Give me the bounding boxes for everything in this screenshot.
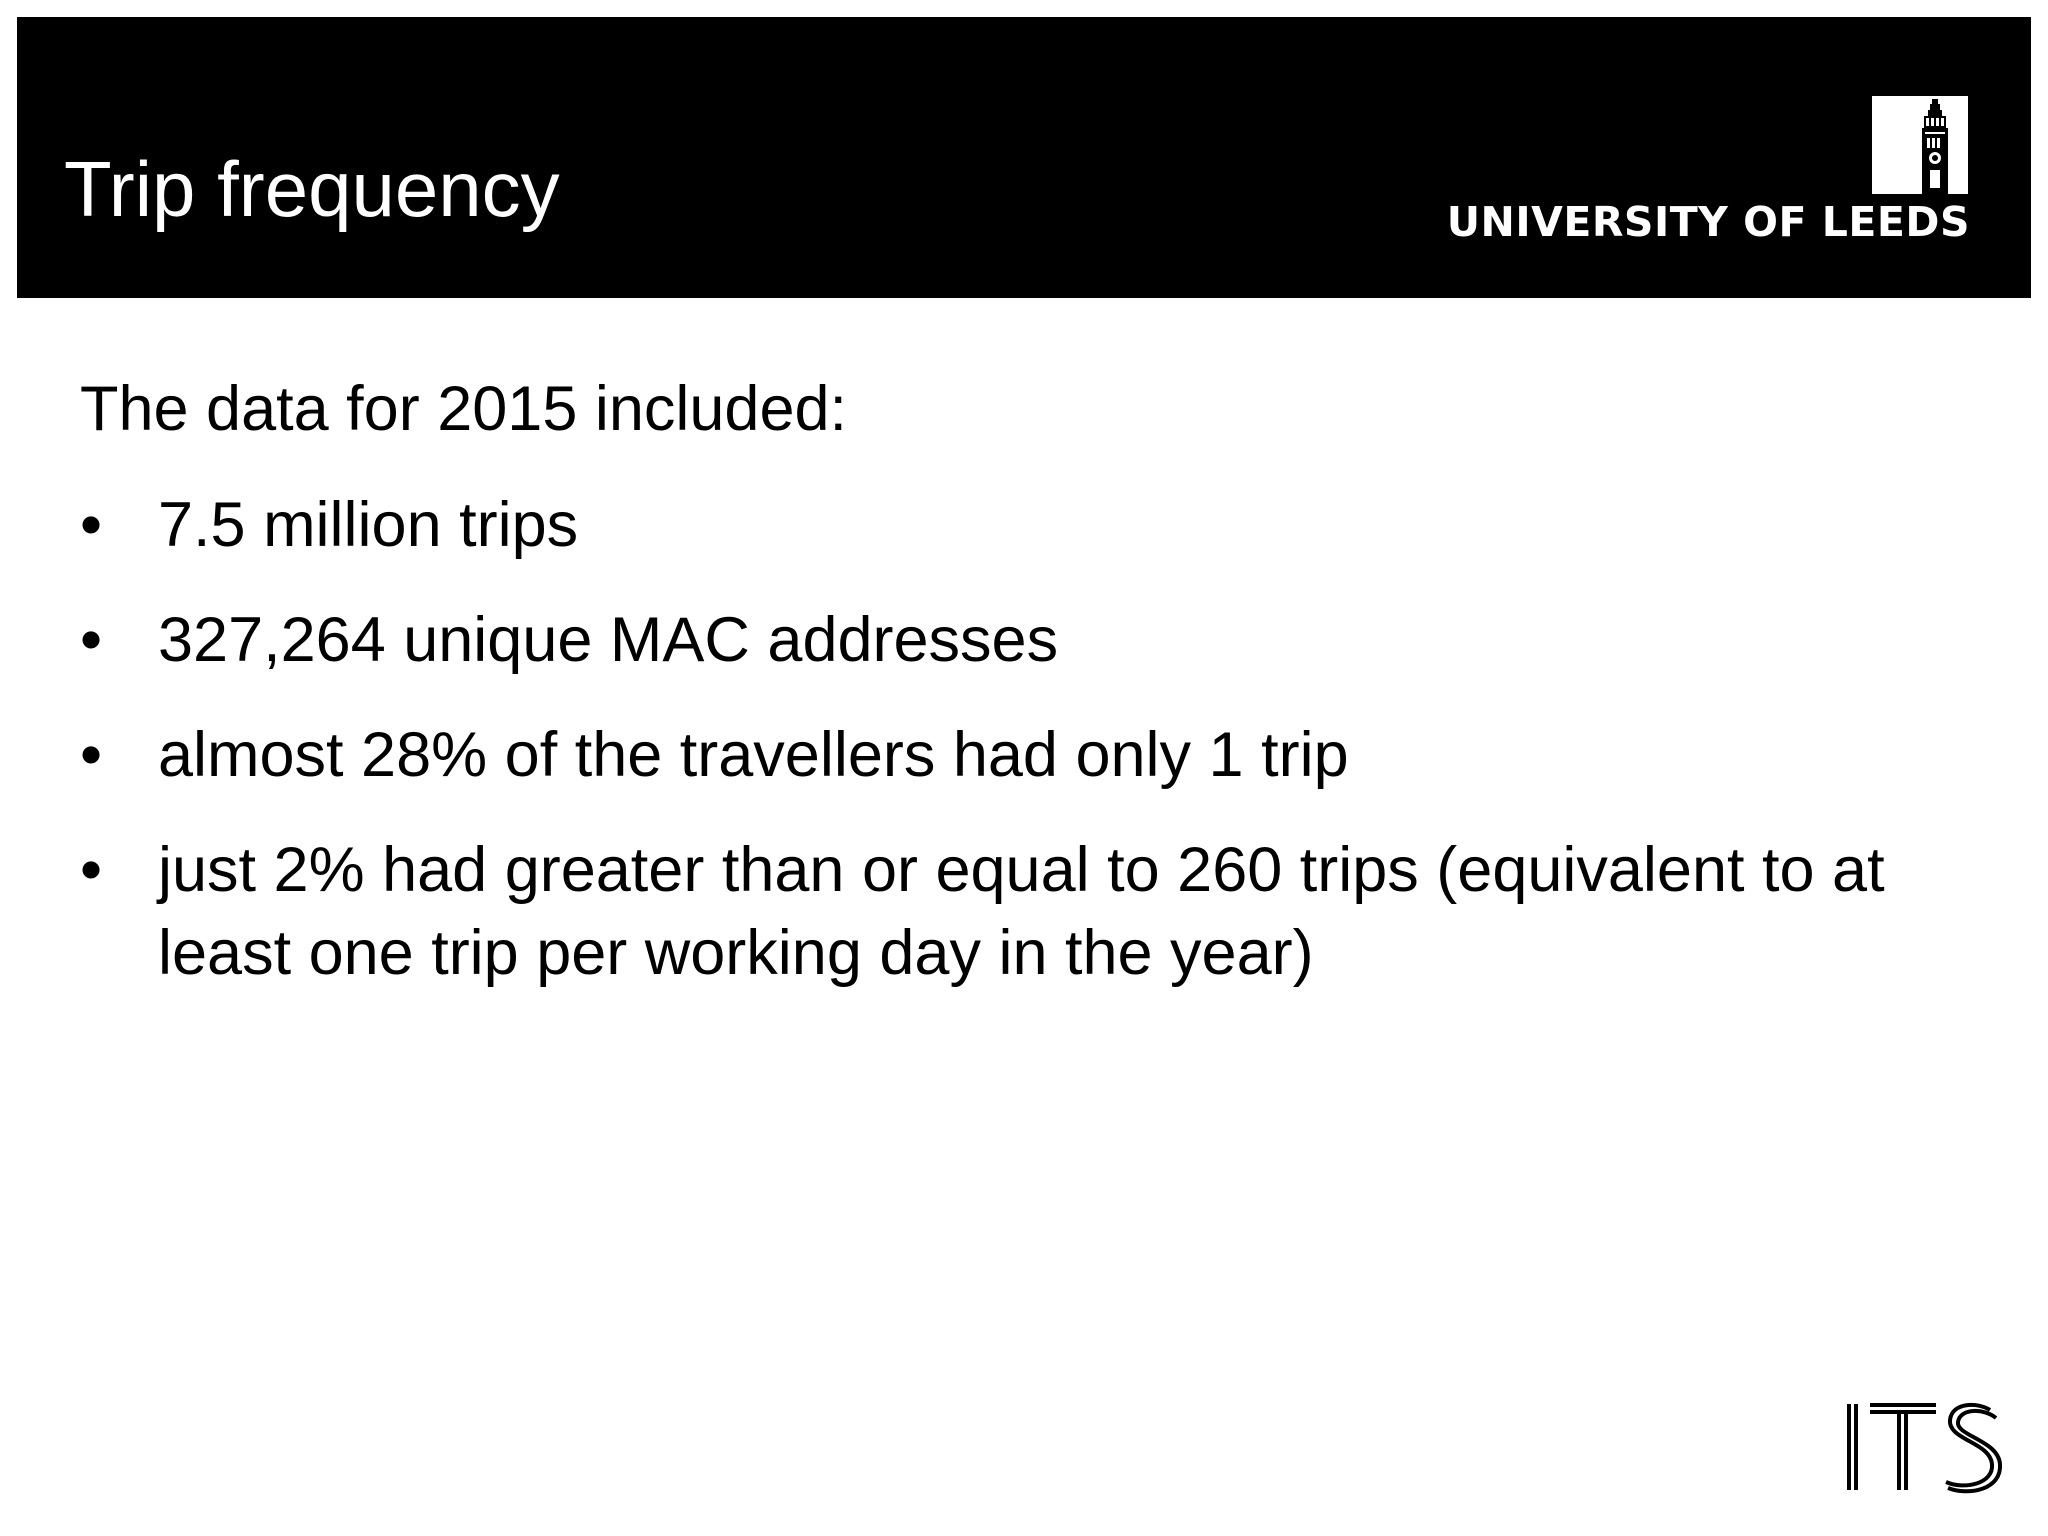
bullet-icon: • [80,835,103,906]
list-item-text: 327,264 unique MAC addresses [158,605,1059,676]
its-logo-mark [1849,1404,2000,1491]
intro-text: The data for 2015 included: [80,374,848,444]
university-logo [1440,80,1980,260]
its-logo [1840,1398,2010,1494]
slide-title: Trip frequency [64,145,560,233]
university-name: UNIVERSITY OF LEEDS [1446,198,1970,246]
list-item [80,829,1980,995]
list-item [80,714,1980,797]
list-item [80,599,1980,682]
list-item-text: 7.5 million trips [158,490,579,561]
clock-tower-crest-icon [1872,96,1968,194]
bullet-icon: • [80,720,103,791]
list-item-text: almost 28% of the travellers had only 1 trip [158,720,1349,791]
list-item [80,484,1980,567]
bullet-icon: • [80,605,103,676]
bullet-list [80,484,1980,995]
slide-content [80,375,1980,1027]
list-item-text: just 2% had greater than or equal to 260 trips (equivalent to at least one trip per working day in the year) [158,835,1885,989]
bullet-icon: • [80,490,103,561]
